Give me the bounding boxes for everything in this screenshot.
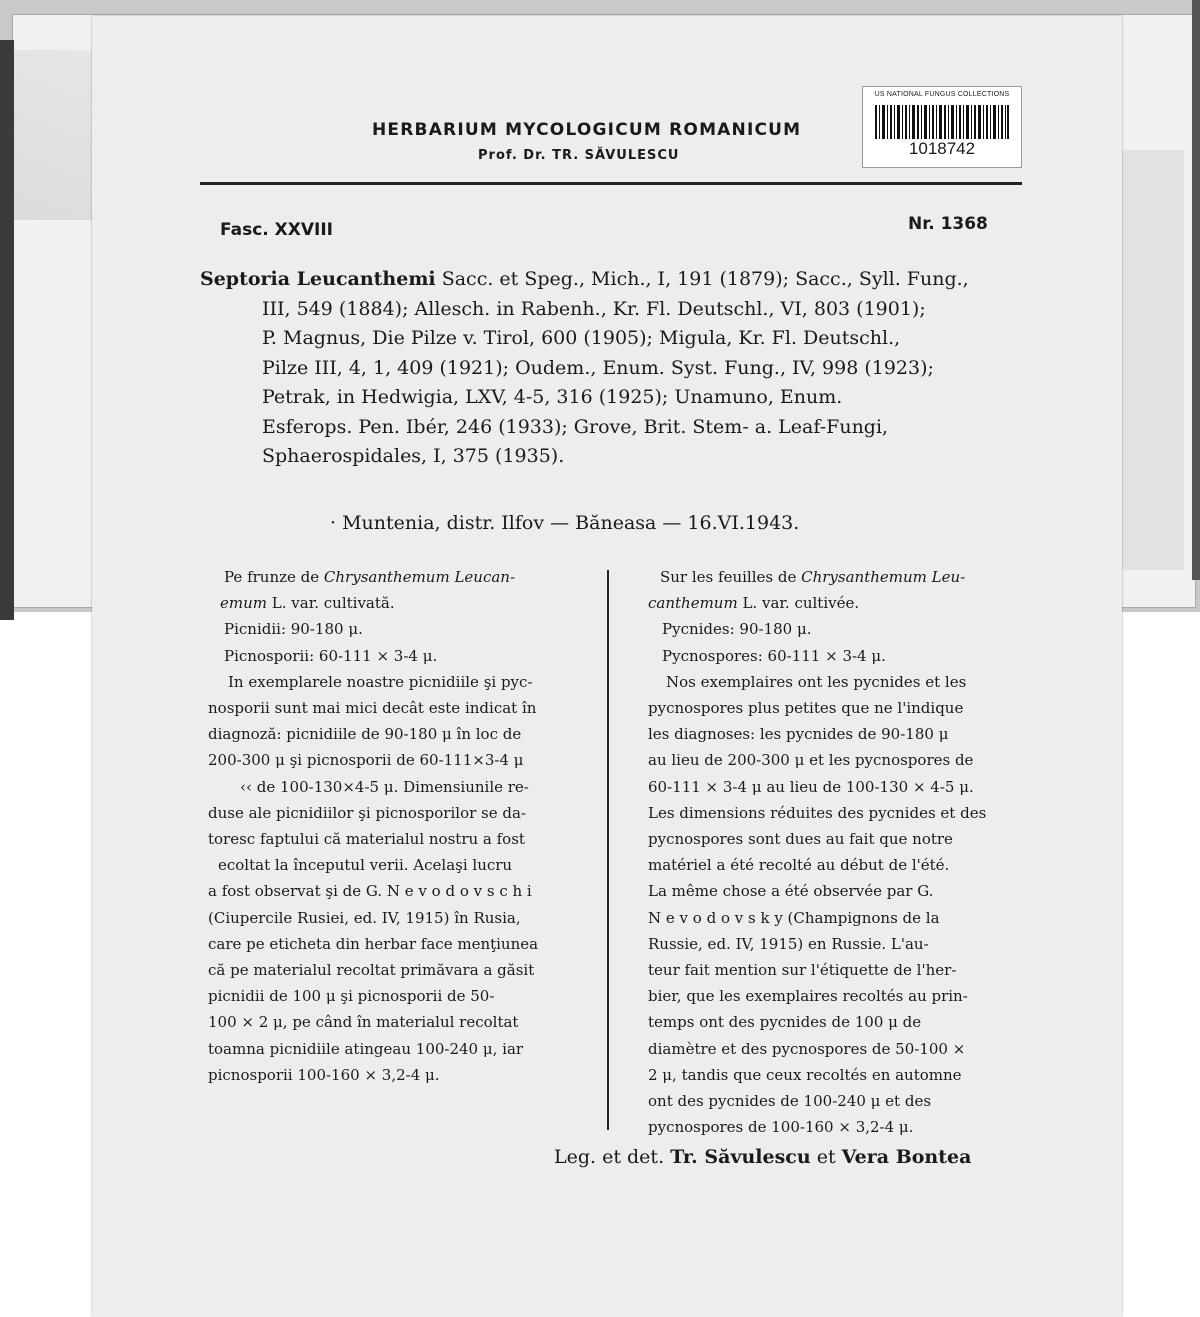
citation-line: Esferops. Pen. Ibér, 246 (1933); Grove, Brit. Stem- a. Leaf-Fungi, — [262, 415, 889, 438]
host-prefix: Pe frunze de — [224, 568, 320, 586]
envelope-flap-left — [14, 50, 95, 220]
barcode-label — [862, 86, 1022, 168]
description-romanian — [208, 564, 600, 1088]
text-line: bier, que les exemplaires recoltés au prin- — [648, 987, 968, 1006]
collector-name: Tr. Săvulescu — [670, 1146, 811, 1168]
text-line: toamna picnidiile atingeau 100-240 μ, iar — [208, 1039, 524, 1058]
citation-line: Sphaerospidales, I, 375 (1935). — [262, 445, 565, 467]
citation-line: Petrak, in Hedwigia, LXV, 4-5, 316 (1925); Unamuno, Enum. — [262, 386, 843, 408]
text-line: les diagnoses: les pycnides de 90-180 μ — [648, 725, 949, 744]
species-citation — [200, 265, 1025, 472]
text-line: temps ont des pycnides de 100 μ de — [648, 1013, 922, 1032]
envelope-edge-right — [1192, 0, 1200, 580]
text-line: Picnosporii: 60-111 × 3-4 μ. — [224, 646, 438, 665]
text-line: 60-111 × 3-4 μ au lieu de 100-130 × 4-5 μ. — [648, 777, 974, 796]
host-name-cont: canthemum — [648, 594, 738, 613]
host-prefix: Sur les feuilles de — [660, 568, 797, 586]
text-line: picnosporii 100-160 × 3,2-4 μ. — [208, 1065, 440, 1084]
envelope-edge-left — [0, 40, 14, 620]
text-line: ecoltat la începutul verii. Acelaşi lucru — [218, 856, 513, 875]
text-line: Pycnides: 90-180 μ. — [662, 620, 812, 639]
citation-text: Sacc. et Speg., Mich., I, 191 (1879); Sacc., Syll. Fung., — [441, 268, 969, 290]
citation-line — [200, 265, 1025, 295]
text-line: teur fait mention sur l'étiquette de l'her- — [648, 961, 957, 980]
text-line: picnidii de 100 μ şi picnosporii de 50- — [208, 987, 495, 1006]
text-line: In exemplarele noastre picnidiile şi pyc- — [228, 672, 533, 691]
collectors-prefix: Leg. et det. — [554, 1146, 665, 1168]
fascicle-number: Fasc. XXVIII — [220, 220, 334, 240]
barcode-institution: US NATIONAL FUNGUS COLLECTIONS — [874, 91, 1010, 98]
citation-line: P. Magnus, Die Pilze v. Tirol, 600 (1905); Migula, Kr. Fl. Deutschl., — [262, 327, 901, 349]
text-line: ‹‹ de 100-130×4-5 μ. Dimensiunile re- — [240, 777, 529, 796]
citation-line: Pilze III, 4, 1, 409 (1921); Oudem., Enum. Syst. Fung., IV, 998 (1923); — [262, 356, 934, 379]
text-line: au lieu de 200-300 μ et les pycnospores de — [648, 751, 974, 770]
text-line: Russie, ed. IV, 1915) en Russie. L'au- — [648, 934, 929, 953]
host-name-cont: emum — [220, 594, 267, 613]
host-line — [208, 564, 600, 590]
text-line: a fost observat şi de G. N e v o d o v s c h i — [208, 882, 532, 901]
host-line — [648, 590, 1048, 616]
herbarium-subtitle: Prof. Dr. TR. SĂVULESCU — [478, 148, 680, 163]
text-line: Nos exemplaires ont les pycnides et les — [666, 672, 967, 691]
host-suffix: L. var. cultivée. — [742, 594, 860, 613]
text-line: Les dimensions réduites des pycnides et des — [648, 803, 987, 822]
text-line: ont des pycnides de 100-240 μ et des — [648, 1092, 932, 1111]
host-name: Chrysanthemum Leu- — [801, 568, 966, 586]
header-rule — [200, 182, 1022, 185]
host-line — [208, 590, 600, 616]
text-line: nosporii sunt mai mici decât este indicat în — [208, 699, 537, 718]
text-line: Pycnospores: 60-111 × 3-4 μ. — [662, 646, 886, 665]
locality-line: · Muntenia, distr. Ilfov — Băneasa — 16.VI.1943. — [330, 512, 800, 534]
text-line: pycnospores de 100-160 × 3,2-4 μ. — [648, 1118, 914, 1137]
herbarium-title: HERBARIUM MYCOLOGICUM ROMANICUM — [372, 120, 802, 140]
column-divider — [607, 570, 609, 1130]
text-line: 100 × 2 μ, pe când în materialul recoltat — [208, 1013, 519, 1032]
host-name: Chrysanthemum Leucan- — [323, 568, 516, 586]
text-line: care pe eticheta din herbar face menţiunea — [208, 934, 539, 953]
text-line: diagnoză: picnidiile de 90-180 μ în loc de — [208, 725, 522, 744]
text-line: matériel a été recolté au début de l'été. — [648, 856, 950, 875]
text-line: Picnidii: 90-180 μ. — [224, 620, 363, 639]
collectors-line — [554, 1146, 971, 1168]
text-line: 200-300 μ şi picnosporii de 60-111×3-4 μ — [208, 751, 524, 770]
text-line: diamètre et des pycnospores de 50-100 × — [648, 1039, 966, 1058]
host-suffix: L. var. cultivată. — [271, 594, 395, 613]
text-line: că pe materialul recoltat primăvara a găsit — [208, 961, 535, 980]
text-line: (Ciupercile Rusiei, ed. IV, 1915) în Rusia, — [208, 908, 521, 927]
text-line: pycnospores plus petites que ne l'indique — [648, 699, 964, 718]
text-line: 2 μ, tandis que ceux recoltés en automne — [648, 1065, 962, 1084]
barcode-number: 1018742 — [908, 139, 976, 158]
species-name: Septoria Leucanthemi — [200, 268, 436, 290]
host-line — [648, 564, 1048, 590]
text-line: pycnospores sont dues au fait que notre — [648, 830, 953, 849]
citation-line: III, 549 (1884); Allesch. in Rabenh., Kr. Fl. Deutschl., VI, 803 (1901); — [262, 297, 926, 320]
text-line: N e v o d o v s k y (Champignons de la — [648, 908, 940, 927]
text-line: toresc faptului că materialul nostru a fost — [208, 830, 525, 849]
specimen-number: Nr. 1368 — [908, 214, 988, 234]
collector-name: Vera Bontea — [841, 1146, 972, 1168]
text-line: duse ale picnidiilor şi picnosporilor se da- — [208, 803, 526, 822]
description-french — [648, 564, 1048, 1140]
collectors-joiner: et — [816, 1146, 836, 1168]
barcode-bars — [875, 105, 1009, 139]
text-line: La même chose a été observée par G. — [648, 882, 934, 901]
